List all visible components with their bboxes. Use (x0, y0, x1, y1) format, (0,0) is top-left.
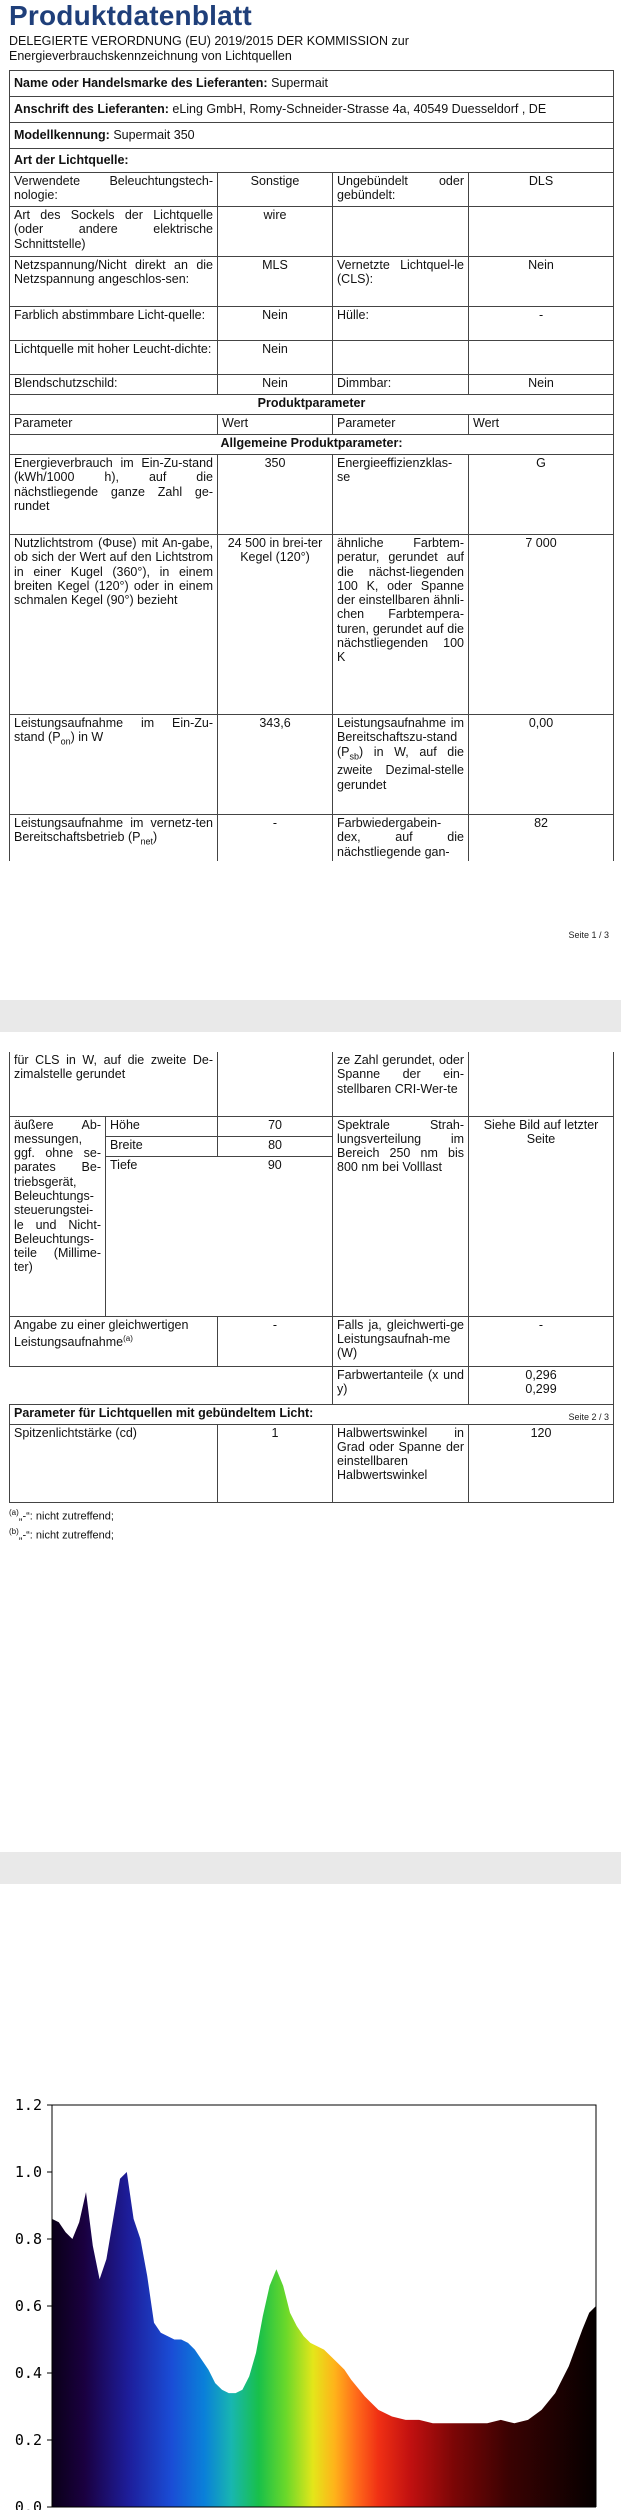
value-cell: - (469, 1316, 614, 1366)
column-header-value: Wert (469, 415, 614, 435)
value-cell: 82 (469, 815, 614, 861)
supplier-label: Name oder Handelsmarke des Lieferanten: (14, 76, 268, 91)
value-cell: wire (218, 207, 333, 257)
y-tick-label: 0.8 (14, 2230, 42, 2248)
page-2 (0, 1032, 621, 1852)
y-tick-label: 1.0 (14, 2163, 42, 2181)
dimensions-label: äußere Ab-messungen, ggf. ohne se-parates Be-triebsgerät, Beleuchtungs-steuerungstei-le und Nicht-Beleuchtungs-teile (Millime-ter) (10, 1116, 106, 1316)
parameters-table-continued (9, 1052, 614, 1503)
equivalent-power-label: Angabe zu einer gleichwertigen Leistungsaufnahme$^{(a)}$ (10, 1316, 218, 1366)
value-cell: 7 000 (469, 535, 614, 715)
y-tick-label: 1.2 (14, 2096, 42, 2114)
page-separator (0, 1852, 621, 1884)
supplier-row (10, 71, 614, 97)
param-cell: Leistungsaufnahme im vernetz-ten Bereitschaftsbetrieb $(P_{net})$ (10, 815, 218, 861)
param-cell: Vernetzte Lichtquel-le (CLS): (333, 257, 469, 307)
param-cell (10, 715, 218, 815)
value-cell: 350 (218, 455, 333, 535)
param-cell: Netzspannung/Nicht direkt an die Netzspannung angeschlos-sen: (10, 257, 218, 307)
supplier-value: Supermait (271, 76, 329, 91)
directional-parameters-header: Parameter für Lichtquellen mit gebündeltem Licht: (10, 1404, 614, 1424)
plot-area (15, 2096, 596, 2510)
model-value: Supermait 350 (113, 128, 195, 143)
chromaticity-x: 0,296 (525, 1367, 557, 1382)
value-cell: Sonstige (218, 173, 333, 207)
param-cell: Farbwertanteile (x und y) (333, 1366, 469, 1404)
spectral-label: Spektrale Strah-lungsverteilung im Bereich 250 nm bis 800 nm bei Volllast (333, 1116, 469, 1316)
pon-label: Leistungsaufnahme im Ein-Zu-stand $(P_{on})$ in W (14, 716, 213, 747)
column-header-param: Parameter (10, 415, 218, 435)
dimension-name: Breite (106, 1136, 218, 1156)
param-cell: Dimmbar: (333, 375, 469, 395)
column-header-value: Wert (218, 415, 333, 435)
value-cell: 343,6 (218, 715, 333, 815)
value-cell: DLS (469, 173, 614, 207)
address-label: Anschrift des Lieferanten: (14, 102, 169, 117)
regulation-subtitle: DELEGIERTE VERORDNUNG (EU) 2019/2015 DER KOMMISSION zur Energieverbrauchskennzeichnung von Lichtquellen (9, 34, 409, 63)
param-cell: ähnliche Farbtem-peratur, gerundet auf die nächst-liegenden 100 K, oder Spanne der einstellbaren ähnli-chen Farbtempera-turen, gerundet auf die nächstliegenden 100 K (333, 535, 469, 715)
product-parameters-header: Produktparameter (10, 395, 614, 415)
param-cell: Spitzenlichtstärke (cd) (10, 1424, 218, 1502)
page-1 (0, 0, 621, 1000)
footnote-a: $^{(a)}$„-“: nicht zutreffend; (9, 1507, 114, 1523)
spectral-distribution-chart (0, 2085, 621, 2510)
value-cell: G (469, 455, 614, 535)
spectral-value: Siehe Bild auf letzter Seite (469, 1116, 614, 1316)
model-label: Modellkennung: (14, 128, 110, 143)
param-cell: Lichtquelle mit hoher Leucht-dichte: (10, 341, 218, 375)
value-cell: Nein (469, 257, 614, 307)
y-tick-label: 0.2 (14, 2431, 42, 2449)
value-cell (469, 1052, 614, 1116)
value-cell: - (218, 815, 333, 861)
value-cell: 1 (218, 1424, 333, 1502)
param-cell: Energieverbrauch im Ein-Zu-stand (kWh/1000 h), auf die nächstliegende ganze Zahl ge-rundet (10, 455, 218, 535)
column-header-param: Parameter (333, 415, 469, 435)
y-tick-label: 0.6 (14, 2297, 42, 2315)
spectrum-svg (0, 2085, 621, 2510)
y-tick-label: 0.4 (14, 2364, 42, 2382)
page-number: Seite 2 / 3 (568, 1412, 609, 1422)
param-cell: Leistungsaufnahme im Bereitschaftszu-stand $(P_{sb})$ in W, auf die zweite Dezimal-stelle gerundet (333, 715, 469, 815)
y-tick-label: 0.0 (14, 2498, 42, 2510)
param-cell: ze Zahl gerundet, oder Spanne der ein-stellbaren CRI-Wer-te (333, 1052, 469, 1116)
value-cell: - (469, 307, 614, 341)
param-cell: Blendschutzschild: (10, 375, 218, 395)
dimension-value: 70 (218, 1116, 333, 1136)
param-cell: Falls ja, gleichwerti-ge Leistungsaufnah-me (W) (333, 1316, 469, 1366)
dimension-value: 90 (218, 1156, 333, 1316)
empty-cell (10, 1366, 218, 1404)
page-number: Seite 1 / 3 (568, 930, 609, 940)
dimension-name: Höhe (106, 1116, 218, 1136)
value-cell: Nein (469, 375, 614, 395)
value-cell: 120 (469, 1424, 614, 1502)
model-row (10, 123, 614, 149)
param-cell: Ungebündelt oder gebündelt: (333, 173, 469, 207)
value-cell (218, 1052, 333, 1116)
chromaticity-y: 0,299 (525, 1381, 557, 1396)
param-cell: Energieeffizienzklas-se (333, 455, 469, 535)
param-cell: Halbwertswinkel in Grad oder Spanne der einstellbaren Halbwertswinkel (333, 1424, 469, 1502)
value-cell: 24 500 in brei-ter Kegel (120°) (218, 535, 333, 715)
param-cell: Verwendete Beleuchtungstech-nologie: (10, 173, 218, 207)
param-cell (333, 341, 469, 375)
param-cell: für CLS in W, auf die zweite De-zimalstelle gerundet (10, 1052, 218, 1116)
document-title: Produktdatenblatt (9, 0, 252, 31)
value-cell: MLS (218, 257, 333, 307)
address-value: eLing GmbH, Romy-Schneider-Strasse 4a, 40549 Duesseldorf , DE (172, 102, 547, 117)
value-cell: Nein (218, 341, 333, 375)
chromaticity-values (469, 1366, 614, 1404)
dimension-value: 80 (218, 1136, 333, 1156)
footnote-marker: (a) (123, 1333, 133, 1343)
param-cell: Hülle: (333, 307, 469, 341)
value-cell: Nein (218, 307, 333, 341)
address-row (10, 97, 614, 123)
footnote-b: $^{(b)}$„-“: nicht zutreffend; (9, 1527, 114, 1542)
param-cell: Farblich abstimmbare Licht-quelle: (10, 307, 218, 341)
empty-cell (218, 1366, 333, 1404)
page-separator (0, 1000, 621, 1032)
value-cell: - (218, 1316, 333, 1366)
light-source-type-header: Art der Lichtquelle: (10, 149, 614, 173)
value-cell: 0,00 (469, 715, 614, 815)
value-cell (469, 341, 614, 375)
value-cell (469, 207, 614, 257)
param-cell: Art des Sockels der Lichtquelle (oder andere elektrische Schnittstelle) (10, 207, 218, 257)
param-cell: Nutzlichtstrom (Φuse) mit An-gabe, ob sich der Wert auf den Lichtstrom in einer Kugel (360°), in einem breiten Kegel (120°) oder in einem schmalen Kegel (90°) bezieht (10, 535, 218, 715)
supplier-table (9, 70, 614, 861)
param-cell: Farbwiedergabein-dex, auf die nächstliegende gan- (333, 815, 469, 861)
general-parameters-header: Allgemeine Produktparameter: (10, 435, 614, 455)
param-cell (333, 207, 469, 257)
value-cell: Nein (218, 375, 333, 395)
dimension-name: Tiefe (106, 1156, 218, 1316)
spectrum-area (52, 2172, 596, 2507)
